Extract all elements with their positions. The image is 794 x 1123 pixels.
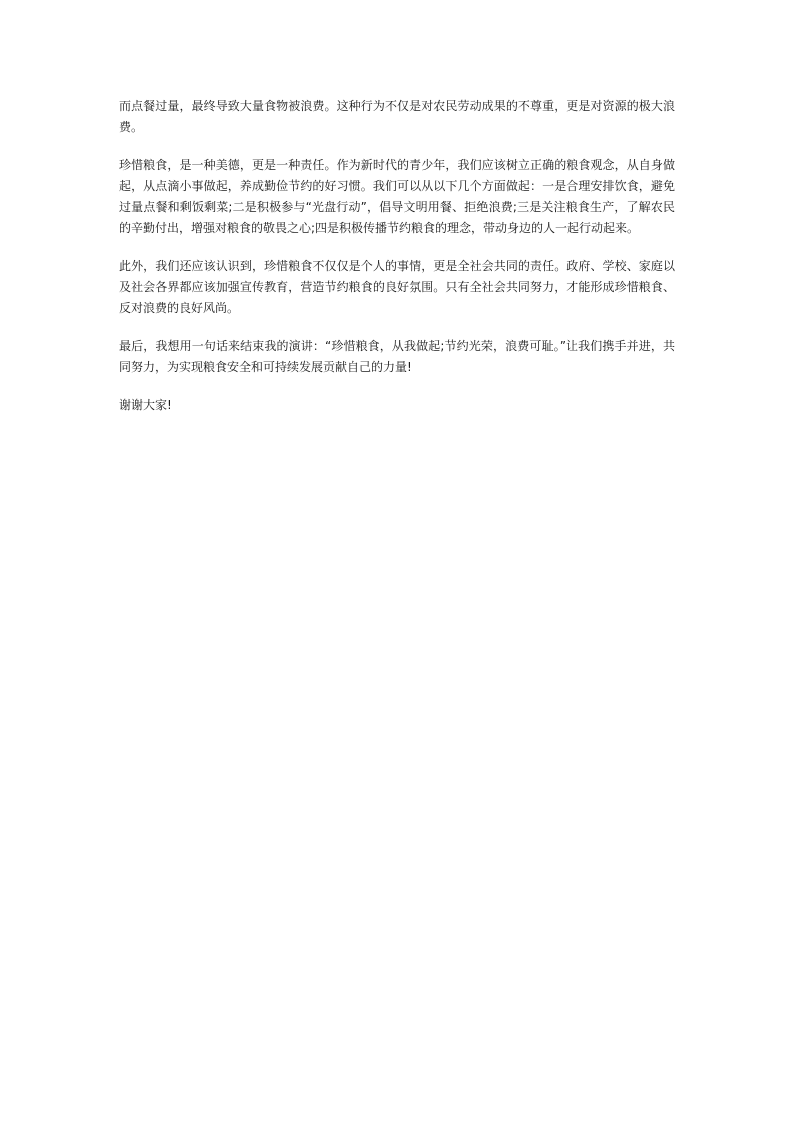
document-body xyxy=(119,96,675,433)
paragraph-cherish-food: 珍惜粮食，是一种美德，更是一种责任。作为新时代的青少年，我们应该树立正确的粮食观念，从自身做起，从点滴小事做起，养成勤俭节约的好习惯。我们可以从以下几个方面做起：一是合理安排饮食，避免过量点餐和剩饭剩菜;二是积极参与“光盘行动”，倡导文明用餐、拒绝浪费;三是关注粮食生产，了解农民的辛勤付出，增强对粮食的敬畏之心;四是积极传播节约粮食的理念，带动身边的人一起行动起来。 xyxy=(119,158,675,235)
paragraph-food-waste: 而点餐过量，最终导致大量食物被浪费。这种行为不仅是对农民劳动成果的不尊重，更是对资源的极大浪费。 xyxy=(119,99,675,134)
paragraph-conclusion: 最后，我想用一句话来结束我的演讲：“珍惜粮食，从我做起;节约光荣，浪费可耻。”让我们携手并进，共同努力，为实现粮食安全和可持续发展贡献自己的力量! xyxy=(119,339,675,374)
paragraph-social-responsibility: 此外，我们还应该认识到，珍惜粮食不仅仅是个人的事情，更是全社会共同的责任。政府、学校、家庭以及社会各界都应该加强宣传教育，营造节约粮食的良好氛围。只有全社会共同努力，才能形成珍惜粮食、反对浪费的良好风尚。 xyxy=(119,259,675,315)
paragraph-thanks: 谢谢大家! xyxy=(119,398,172,412)
